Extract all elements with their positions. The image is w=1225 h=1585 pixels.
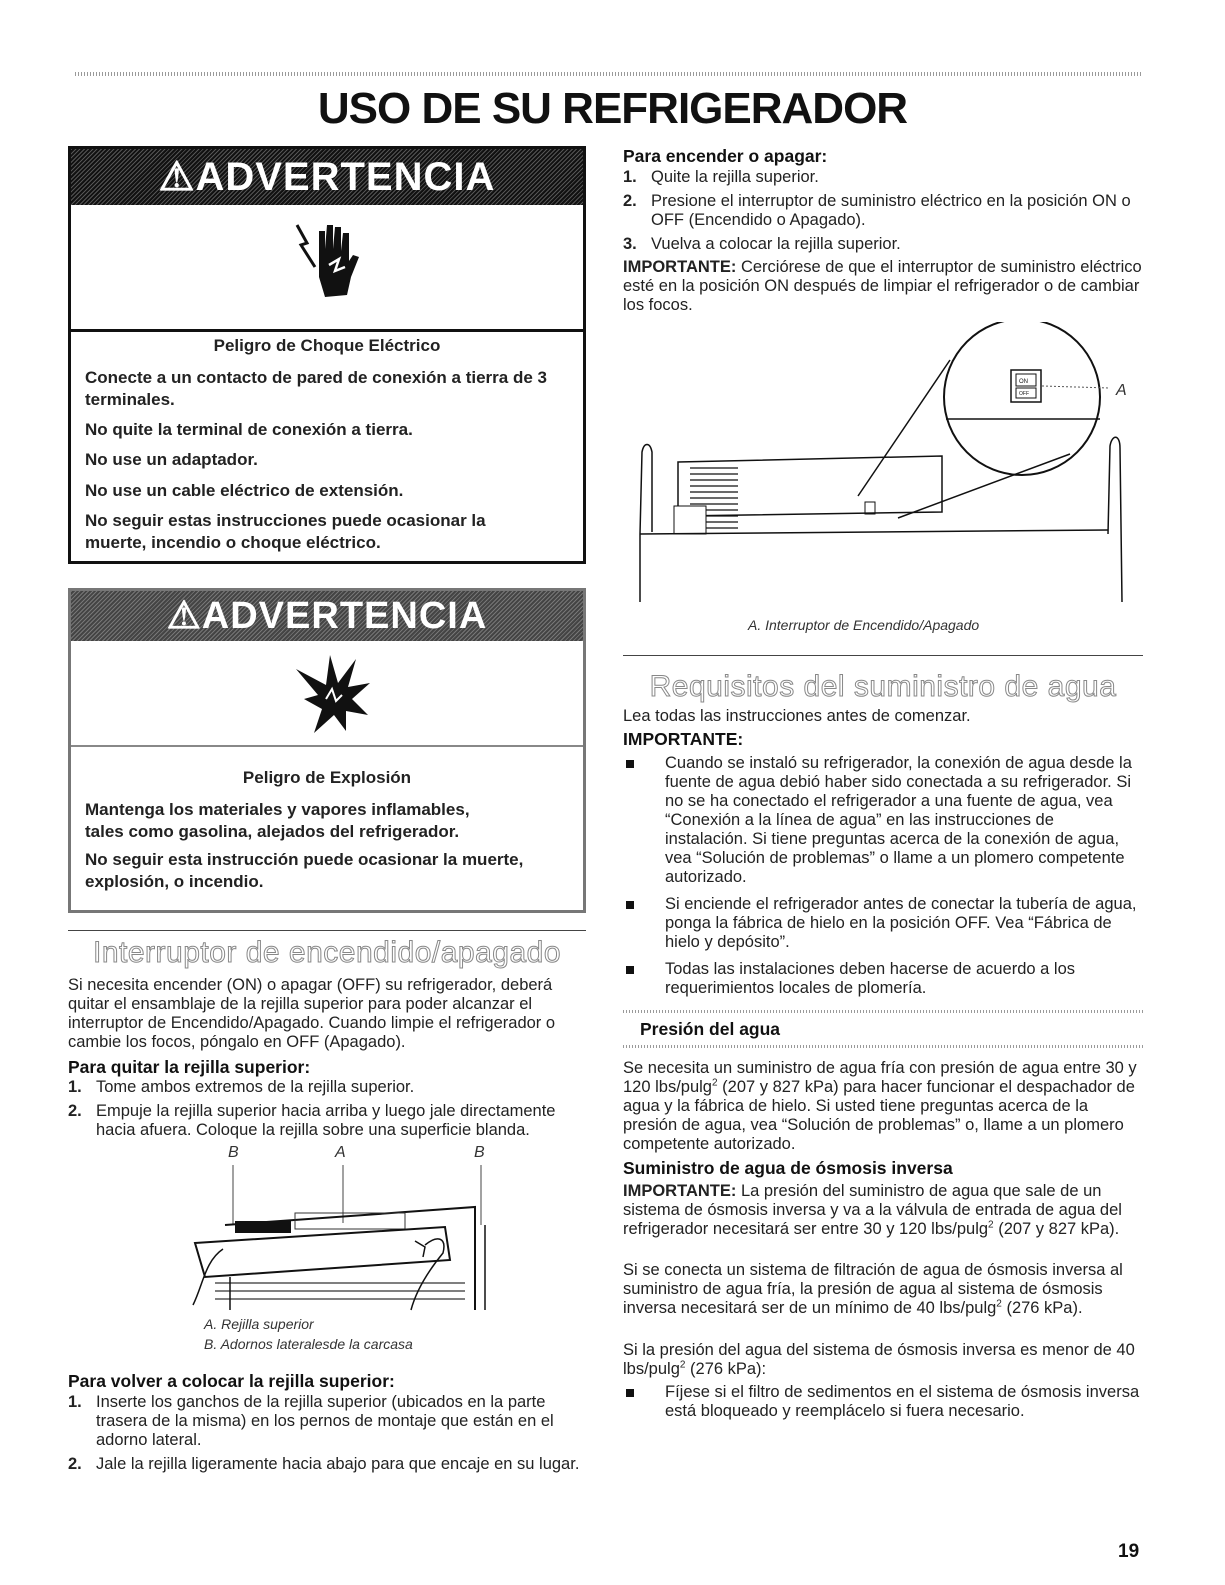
warning1-line: No seguir estas instrucciones puede ocasionar la muerte, incendio o choque eléctrico. xyxy=(85,511,486,552)
fig-caption-a: A. Rejilla superior xyxy=(204,1316,314,1332)
water-bullets xyxy=(623,754,1141,1006)
warning-heading: ADVERTENCIA xyxy=(195,155,496,199)
warning-header xyxy=(71,149,583,205)
ro-bullet: Fíjese si el filtro de sedimentos en el sistema de ósmosis inversa está bloqueado y reemplácelo si fuera necesario. xyxy=(623,1383,1141,1421)
warning-triangle-icon: ⚠ xyxy=(158,155,196,199)
ro-paragraph-3: Si la presión del agua del sistema de ósmosis inversa es menor de 40 lbs/pulg$^2$ (276 kPa): xyxy=(623,1341,1135,1378)
switch-intro: Si necesita encender (ON) o apagar (OFF) su refrigerador, deberá quitar el ensamblaje de la rejilla superior para poder alcanzar el interruptor de Encendido/Apagado. Cuando limpie el refrigerador o cambie los focos, póngalo en OFF (Apagado). xyxy=(68,976,556,1051)
important-label: IMPORTANTE: xyxy=(623,258,737,276)
onoff-heading: Para encender o apagar: xyxy=(623,146,828,166)
page-title: USO DE SU REFRIGERADOR xyxy=(317,84,908,133)
fig-caption-b: B. Adornos lateralesde la carcasa xyxy=(204,1336,413,1352)
water-bullet: Si enciende el refrigerador antes de conectar la tubería de agua, ponga la fábrica de hielo en la posición OFF. Vea “Fábrica de hielo y depósito”. xyxy=(623,895,1141,952)
page-number: 19 xyxy=(1118,1541,1140,1562)
step-item: 2. Jale la rejilla ligeramente hacia abajo para que encaje en su lugar. xyxy=(68,1455,580,1473)
power-switch-illustration xyxy=(630,322,1140,622)
section-rule xyxy=(623,655,1143,656)
ro-paragraph-1: IMPORTANTE: La presión del suministro de agua que sale de un sistema de ósmosis inversa y va a la válvula de entrada de agua del refrigerador necesitará ser entre 30 y 120 lbs/pulg$^2$ (207 y 827 kPa). xyxy=(623,1182,1122,1238)
step-item: 2. Empuje la rejilla superior hacia arriba y luego jale directamente hacia afuera. Coloque la rejilla sobre una superficie blanda. xyxy=(68,1102,556,1139)
subsection-rule xyxy=(623,1045,1143,1048)
grille-removal-illustration xyxy=(175,1165,495,1315)
warning2-line: No seguir esta instrucción puede ocasionar la muerte, explosión, o incendio. xyxy=(85,850,524,891)
step-item: 2. Presione el interruptor de suministro eléctrico en la posición ON o OFF (Encendido o Apagado). xyxy=(623,192,1131,229)
water-important-label: IMPORTANTE: xyxy=(623,729,744,749)
fig-label-a-switch: A xyxy=(1116,382,1127,399)
step-item: 3. Vuelva a colocar la rejilla superior. xyxy=(623,235,901,253)
step-item: 1. Quite la rejilla superior. xyxy=(623,168,819,186)
water-section-heading: Requisitos del suministro de agua xyxy=(649,670,1117,703)
pressure-heading: Presión del agua xyxy=(640,1019,781,1039)
step-item: 1. Tome ambos extremos de la rejilla superior. xyxy=(68,1078,415,1096)
fig-caption-switch: A. Interruptor de Encendido/Apagado xyxy=(748,617,980,633)
electric-shock-hand-icon xyxy=(289,215,369,315)
warning1-line: No quite la terminal de conexión a tierra. xyxy=(85,420,413,439)
warning1-line: Conecte a un contacto de pared de conexión a tierra de 3 terminales. xyxy=(85,368,547,409)
remove-grille-steps xyxy=(68,1078,588,1145)
shock-symbol-area xyxy=(71,205,583,332)
warning-heading: ADVERTENCIA xyxy=(201,595,488,637)
water-intro: Lea todas las instrucciones antes de comenzar. xyxy=(623,707,971,725)
top-rule xyxy=(75,72,1143,76)
important-text: Cerciórese de que el interruptor de suministro eléctrico esté en la posición ON después de limpiar el refrigerador o de cambiar los focos. xyxy=(623,258,1142,314)
warning-electric-shock xyxy=(68,146,586,564)
switch-on-label: ON xyxy=(1019,379,1028,385)
warning1-line: No use un adaptador. xyxy=(85,450,258,469)
warning-header xyxy=(71,591,583,641)
warning-triangle-icon: ⚠ xyxy=(166,595,202,637)
replace-grille-steps xyxy=(68,1393,588,1479)
fig-label-a: A xyxy=(335,1144,346,1161)
fig-label-b-right: B xyxy=(474,1144,485,1161)
warning2-hazard: Peligro de Explosión xyxy=(242,768,412,787)
switch-section-heading: Interruptor de encendido/apagado xyxy=(92,936,562,969)
warning-explosion xyxy=(68,588,586,913)
explosion-icon xyxy=(286,649,376,739)
water-bullet: Cuando se instaló su refrigerador, la conexión de agua desde la fuente de agua debió haber sido conectada a su refrigerador. Si no se ha conectado el refrigerador a una fuente de agua, vea “Conexión a la línea de agua” en las instrucciones de instalación. Si tiene preguntas acerca de la conexión de agua, vea “Solución de problemas” o llame a un plomero competente autorizado. xyxy=(623,754,1141,887)
warning2-line: Mantenga los materiales y vapores inflamables, tales como gasolina, alejados del refrigerador. xyxy=(85,800,470,841)
subsection-rule xyxy=(623,1010,1143,1013)
switch-off-label: OFF xyxy=(1019,391,1029,397)
step-item: 1. Inserte los ganchos de la rejilla superior (ubicados en la parte trasera de la misma) en los pernos de montaje que están en el adorno lateral. xyxy=(68,1393,554,1449)
ro-heading: Suministro de agua de ósmosis inversa xyxy=(623,1158,953,1178)
warning1-hazard: Peligro de Choque Eléctrico xyxy=(213,336,441,355)
water-bullet: Todas las instalaciones deben hacerse de acuerdo a los requerimientos locales de plomería. xyxy=(623,960,1141,998)
onoff-important xyxy=(623,258,1143,315)
remove-grille-heading: Para quitar la rejilla superior: xyxy=(68,1057,311,1077)
onoff-steps xyxy=(623,168,1143,259)
replace-grille-heading: Para volver a colocar la rejilla superior: xyxy=(68,1371,395,1391)
warning1-line: No use un cable eléctrico de extensión. xyxy=(85,481,404,500)
pressure-text: Se necesita un suministro de agua fría con presión de agua entre 30 y 120 lbs/pulg$^2$ (207 y 827 kPa) para hacer funcionar el despachador de agua y la fábrica de hielo. Si usted tiene preguntas acerca de la presión de agua, vea “Solución de problemas” o, llame a un plomero competente autorizado. xyxy=(623,1059,1137,1153)
section-rule xyxy=(68,930,586,931)
explosion-symbol-area xyxy=(71,641,583,747)
ro-bullets xyxy=(623,1383,1141,1429)
fig-label-b-left: B xyxy=(228,1144,239,1161)
ro-paragraph-2: Si se conecta un sistema de filtración de agua de ósmosis inversa al suministro de agua fría, la presión de agua al sistema de ósmosis inversa necesitará ser de un mínimo de 40 lbs/pulg$^2$ (276 kPa). xyxy=(623,1261,1123,1317)
